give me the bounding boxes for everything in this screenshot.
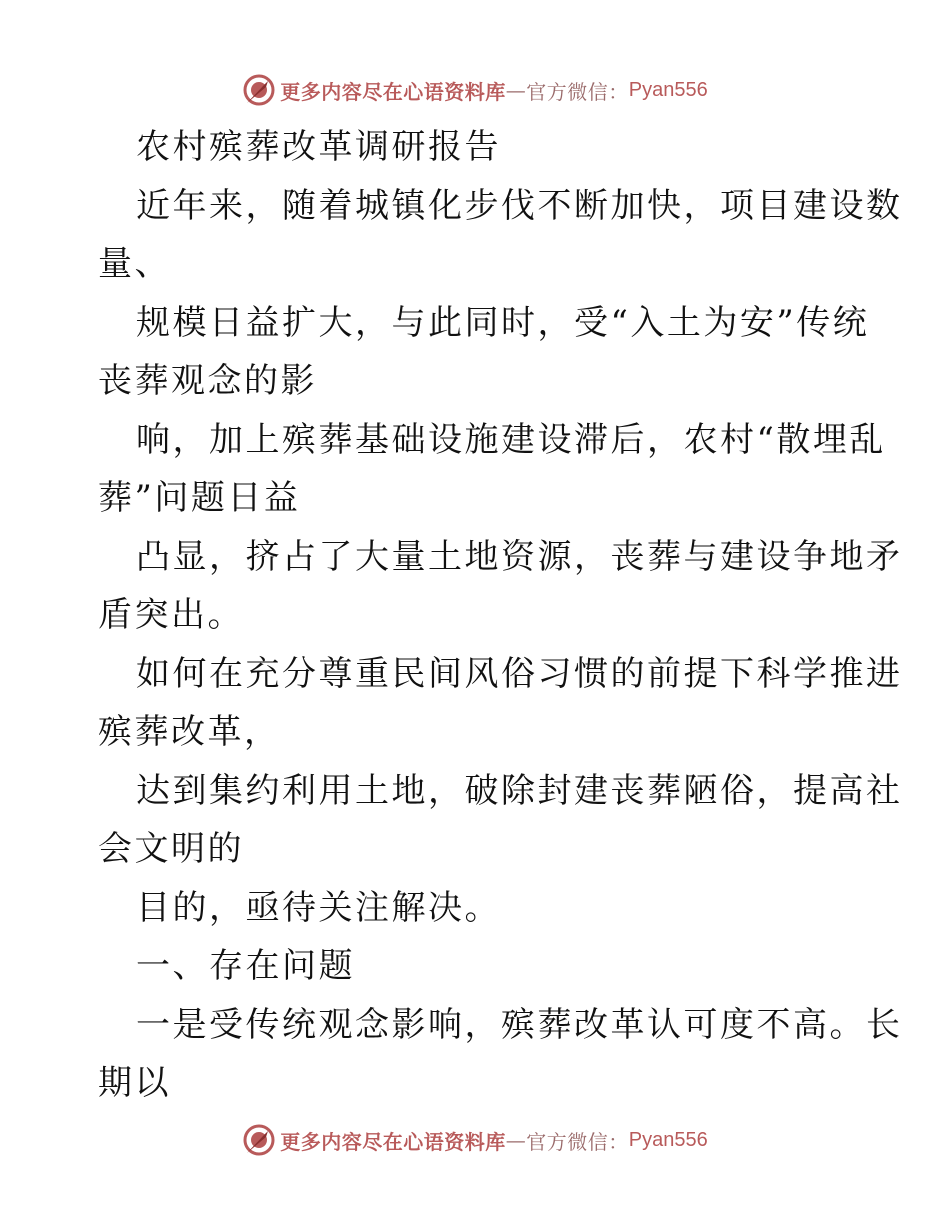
watermark-wechat-label: 官方微信：	[526, 1129, 629, 1154]
paragraph-line: 响，加上殡葬基础设施建设滞后，农村“散埋乱	[136, 419, 886, 460]
quill-seal-icon	[242, 1123, 276, 1157]
paragraph-line: 目的，亟待关注解决。	[136, 887, 501, 928]
watermark-main-text: 更多内容尽在心语资料库	[280, 1129, 506, 1154]
paragraph-line: 量、	[98, 244, 171, 284]
paragraph-line: 如何在充分尊重民间风俗习惯的前提下科学推进	[136, 653, 903, 694]
paragraph-line: 规模日益扩大，与此同时，受“入土为安”传统	[136, 302, 870, 343]
paragraph-line: 丧葬观念的影	[98, 361, 317, 401]
paragraph-line: 凸显，挤占了大量土地资源，丧葬与建设争地矛	[136, 536, 903, 577]
watermark-main-text: 更多内容尽在心语资料库	[280, 79, 506, 104]
watermark-wechat-id: Pyan556	[628, 1128, 708, 1151]
paragraph-line: 达到集约利用土地，破除封建丧葬陋俗，提高社	[136, 770, 903, 811]
paragraph-line: 期以	[98, 1063, 171, 1103]
quill-seal-icon	[242, 73, 276, 107]
section-heading: 一、存在问题	[136, 946, 355, 986]
paragraph-line: 殡葬改革，	[98, 712, 281, 752]
watermark-dash: —	[505, 1128, 527, 1152]
paragraph-line: 一是受传统观念影响，殡葬改革认可度不高。长	[136, 1004, 903, 1045]
header-watermark	[0, 72, 950, 108]
document-title: 农村殡葬改革调研报告	[136, 127, 501, 167]
paragraph-line: 会文明的	[98, 829, 244, 869]
paragraph-line: 近年来，随着城镇化步伐不断加快，项目建设数	[136, 185, 903, 226]
footer-watermark	[0, 1122, 950, 1158]
document-body	[98, 118, 903, 1113]
paragraph-line: 葬”问题日益	[98, 478, 301, 518]
watermark-wechat-label: 官方微信：	[526, 79, 629, 104]
watermark-dash: —	[505, 78, 527, 102]
watermark-wechat-id: Pyan556	[628, 78, 708, 101]
paragraph-line: 盾突出。	[98, 595, 244, 635]
